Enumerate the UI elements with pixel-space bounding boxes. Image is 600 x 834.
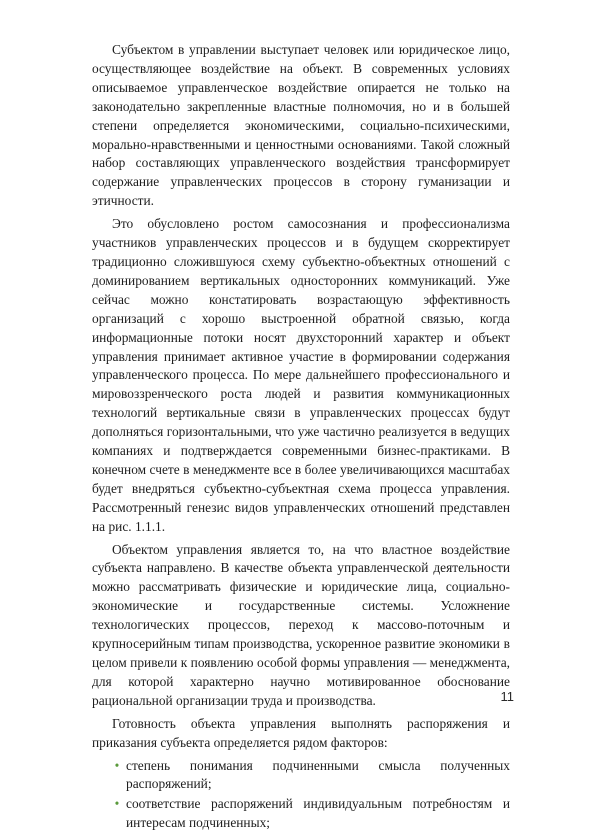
list-item [92, 795, 510, 833]
factors-list [92, 757, 510, 834]
paragraph-readiness: Готовность объекта управления выполнять распоряжения и приказания субъекта определяется рядом факторов: [92, 715, 510, 750]
list-item-text: соответствие распоряжений индивидуальным потребностям и интересам подчиненных; [126, 796, 510, 831]
paragraph-self-awareness: Это обусловлено ростом самосознания и профессионализма участников управленческих процессов и в будущем скорректирует традиционно сложившуюся схему субъектно-объектных отношений с доминированием вертикальных односторонних коммуникаций. Уже сейчас можно констатировать возрастающую эффективность организаций с хорошо выстроенной обратной связью, когда информационные потоки носят двухсторонний характер и объект управления принимает активное участие в формировании содержания управленческого процесса. По мере дальнейшего профессионального и мировоззренческого роста людей и развития коммуникационных технологий вертикальные связи в управленческих процессах будут дополняться горизонтальными, что уже частично реализуется в ведущих компаниях и подтверждается современными бизнес-практиками. В конечном счете в менеджменте все в более увеличивающихся масштабах будет внедряться субъектно-субъектная схема процесса управления. Рассмотренный генезис видов управленческих отношений представлен на рис. 1.1.1. [92, 216, 510, 534]
page-body [92, 41, 510, 834]
list-item-text: степень понимания подчиненными смысла полученных распоряжений; [126, 757, 510, 792]
list-item [92, 757, 510, 795]
page-number: 11 [500, 689, 514, 704]
bullet-icon: • [114, 757, 120, 773]
paragraph-subject: Субъектом в управлении выступает человек или юридическое лицо, осуществляющее воздействие на объект. В современных условиях описываемое управленческое воздействие опирается не только на законодательно закрепленные властные полномочия, но и в большей степени определяется экономическими, социально-психическими, морально-нравственными и ценностными основаниями. Такой сложный набор составляющих управленческого воздействия трансформирует содержание управленческих процессов в сторону гуманизации и этичности. [92, 42, 510, 209]
paragraph-object: Объектом управления является то, на что властное воздействие субъекта направлено. В качестве объекта управленческой деятельности можно рассматривать физические и юридические лица, социально-экономические и государственные системы. Усложнение технологических процессов, переход к массово-поточным и крупносерийным типам производства, ускоренное развитие экономики в целом привели к появлению особой формы управления — менеджмента, для которой характерно научно мотивированное обоснование рациональной организации труда и производства. [92, 541, 510, 708]
bullet-icon: • [114, 796, 120, 812]
